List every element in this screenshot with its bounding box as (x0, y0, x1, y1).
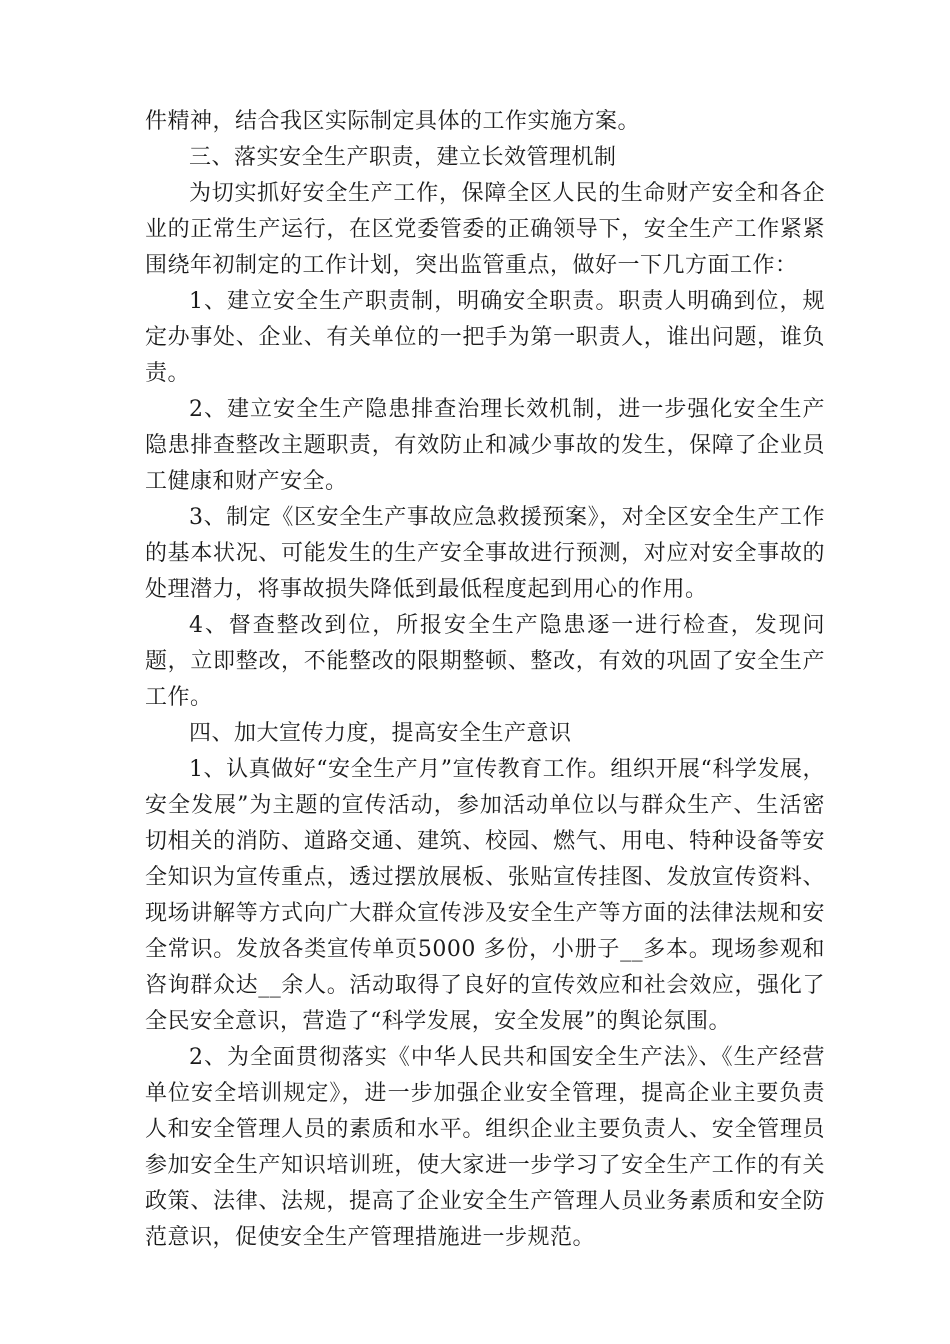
paragraph-item-3: 3、制定《区安全生产事故应急救援预案》，对全区安全生产工作的基本状况、可能发生的生产安全事故进行预测，对应对安全事故的处理潜力，将事故损失降低到最低程度起到用心的作用。 (145, 505, 825, 602)
section-heading-three: 三、落实安全生产职责，建立长效管理机制 (189, 145, 617, 170)
paragraph-item-4: 4、督查整改到位，所报安全生产隐患逐一进行检查，发现问题，立即整改，不能整改的限期整顿、整改，有效的巩固了安全生产工作。 (145, 613, 825, 710)
paragraph-publicity-1: 1、认真做好“安全生产月”宣传教育工作。组织开展“科学发展，安全发展”为主题的宣传活动，参加活动单位以与群众生产、生活密切相关的消防、道路交通、建筑、校园、燃气、用电、特种设备等安全知识为宣传重点，透过摆放展板、张贴宣传挂图、发放宣传资料、现场讲解等方式向广大群众宣传涉及安全生产等方面的法律法规和安全常识。发放各类宣传单页5000 多份，小册子__多本。现场参观和咨询群众达__余人。活动取得了良好的宣传效应和社会效应，强化了全民安全意识，营造了“科学发展，安全发展”的舆论氛围。 (145, 757, 825, 1034)
paragraph-publicity-2: 2、为全面贯彻落实《中华人民共和国安全生产法》、《生产经营单位安全培训规定》，进一步加强企业安全管理，提高企业主要负责人和安全管理人员的素质和水平。组织企业主要负责人、安全管理员参加安全生产知识培训班，使大家进一步学习了安全生产工作的有关政策、法律、法规，提高了企业安全生产管理人员业务素质和安全防范意识，促使安全生产管理措施进一步规范。 (145, 1045, 825, 1250)
document-body (145, 104, 825, 1256)
paragraph-intro: 为切实抓好安全生产工作，保障全区人民的生命财产安全和各企业的正常生产运行，在区党委管委的正确领导下，安全生产工作紧紧围绕年初制定的工作计划，突出监管重点，做好一下几方面工作： (145, 181, 825, 278)
paragraph-item-2: 2、建立安全生产隐患排查治理长效机制，进一步强化安全生产隐患排查整改主题职责，有效防止和减少事故的发生，保障了企业员工健康和财产安全。 (145, 397, 825, 494)
paragraph-continuation: 件精神，结合我区实际制定具体的工作实施方案。 (145, 109, 641, 134)
section-heading-four: 四、加大宣传力度，提高安全生产意识 (189, 721, 572, 746)
paragraph-item-1: 1、建立安全生产职责制，明确安全职责。职责人明确到位，规定办事处、企业、有关单位的一把手为第一职责人，谁出问题，谁负责。 (145, 289, 825, 386)
